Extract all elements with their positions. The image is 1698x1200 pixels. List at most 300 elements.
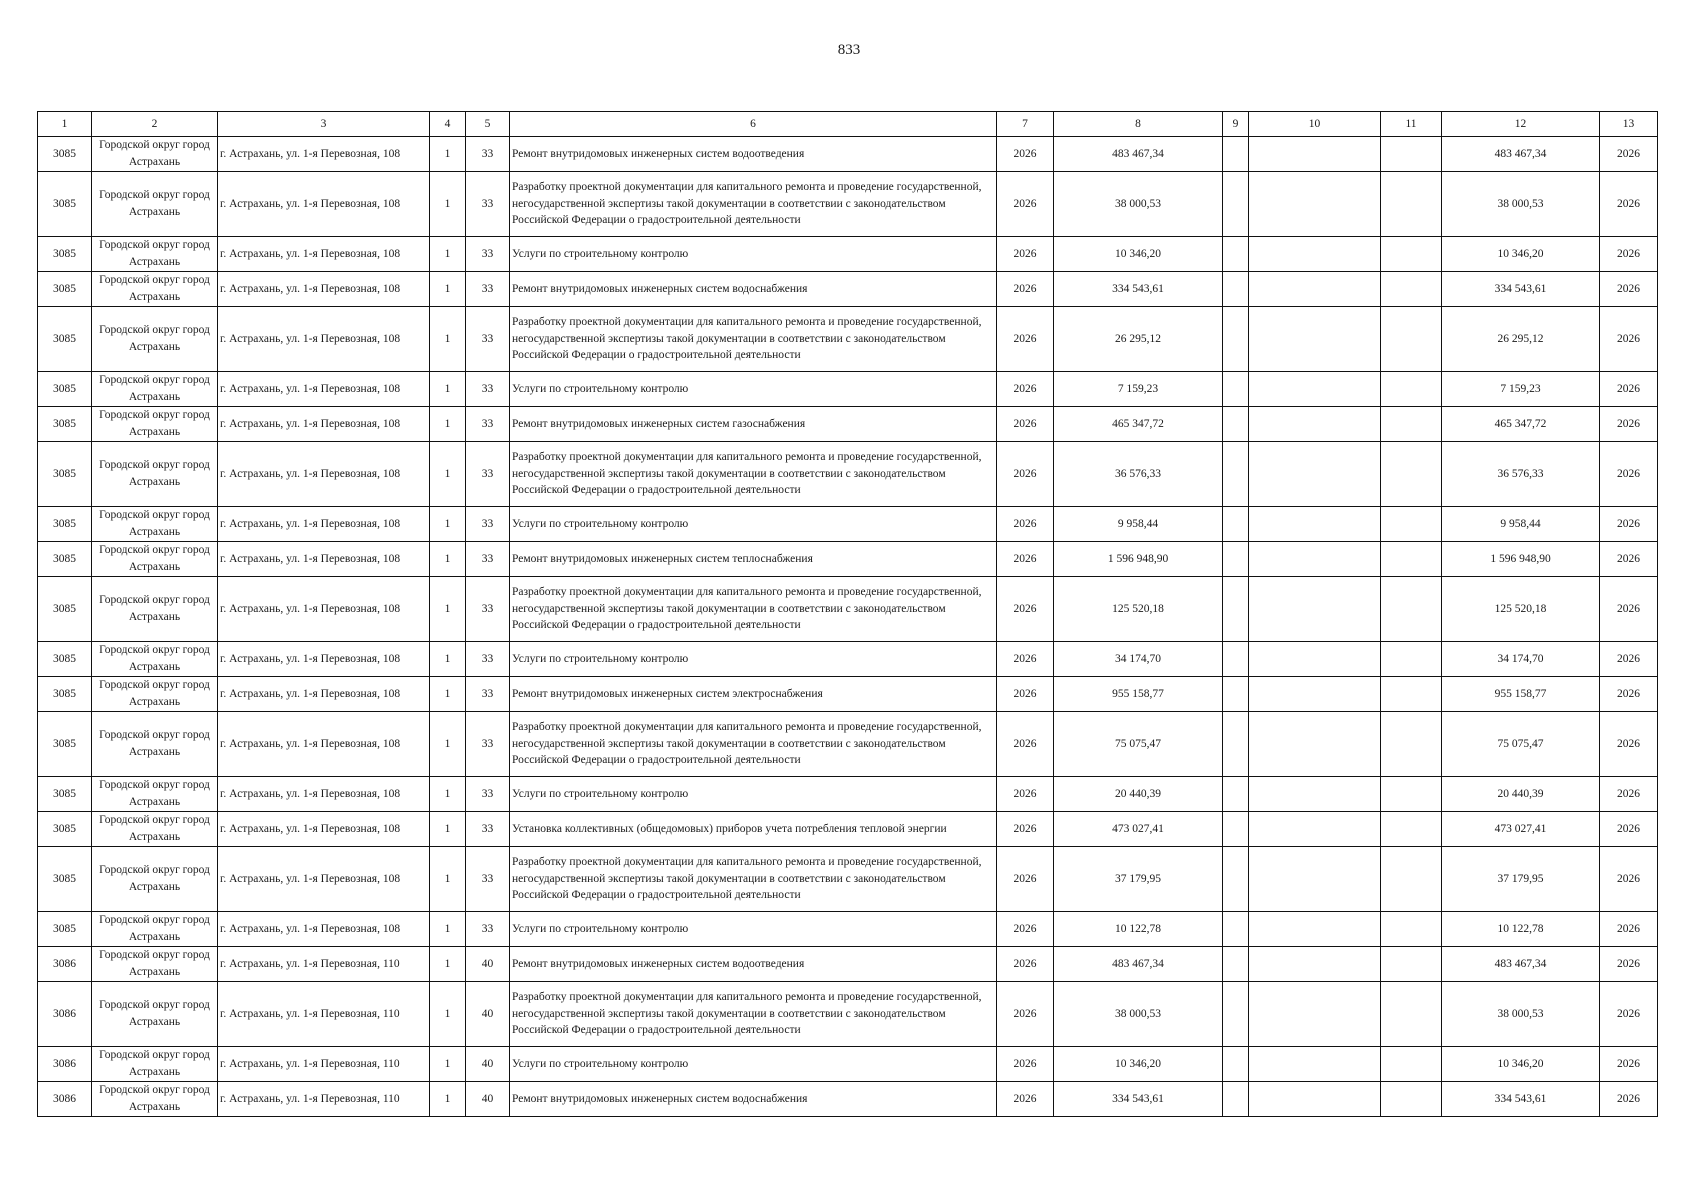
cell-address: г. Астрахань, ул. 1-я Перевозная, 108 (218, 812, 430, 847)
cell-completion-year: 2026 (1600, 712, 1658, 777)
cell-col-11 (1381, 1082, 1442, 1117)
cell-col-11 (1381, 542, 1442, 577)
cell-year: 2026 (997, 407, 1054, 442)
cell-cost: 334 543,61 (1054, 272, 1223, 307)
cell-address: г. Астрахань, ул. 1-я Перевозная, 108 (218, 777, 430, 812)
cell-col-4: 1 (430, 272, 466, 307)
cell-work-type: Услуги по строительному контролю (510, 777, 997, 812)
cell-address: г. Астрахань, ул. 1-я Перевозная, 108 (218, 642, 430, 677)
cell-col-9 (1223, 372, 1249, 407)
cell-col-11 (1381, 372, 1442, 407)
cell-cost: 10 122,78 (1054, 912, 1223, 947)
cell-object-id: 3085 (38, 777, 92, 812)
cell-cost: 465 347,72 (1054, 407, 1223, 442)
cell-work-type: Ремонт внутридомовых инженерных систем газоснабжения (510, 407, 997, 442)
cell-address: г. Астрахань, ул. 1-я Перевозная, 108 (218, 272, 430, 307)
cell-year: 2026 (997, 507, 1054, 542)
cell-col-11 (1381, 272, 1442, 307)
cell-col-9 (1223, 237, 1249, 272)
cell-col-4: 1 (430, 642, 466, 677)
table-row (38, 982, 1658, 1047)
cell-col-4: 1 (430, 407, 466, 442)
cell-year: 2026 (997, 137, 1054, 172)
cell-col-5: 33 (466, 542, 510, 577)
cell-year: 2026 (997, 442, 1054, 507)
cell-municipality: Городской округ город Астрахань (92, 912, 218, 947)
cell-col-9 (1223, 1082, 1249, 1117)
cell-completion-year: 2026 (1600, 1082, 1658, 1117)
cell-col-11 (1381, 912, 1442, 947)
table-row (38, 137, 1658, 172)
cell-year: 2026 (997, 577, 1054, 642)
cell-work-type: Разработку проектной документации для капитального ремонта и проведение государственной, негосударственной экспертизы такой документации в соответствии с законодательством Российской Федерации о градостроительной деятельности (510, 577, 997, 642)
cell-col-11 (1381, 712, 1442, 777)
cell-col-10 (1249, 442, 1381, 507)
cell-work-type: Услуги по строительному контролю (510, 642, 997, 677)
cell-total-cost: 9 958,44 (1442, 507, 1600, 542)
cell-col-5: 33 (466, 507, 510, 542)
cell-completion-year: 2026 (1600, 372, 1658, 407)
column-header-4: 4 (430, 112, 466, 137)
column-header-6: 6 (510, 112, 997, 137)
cell-total-cost: 10 346,20 (1442, 1047, 1600, 1082)
cell-col-10 (1249, 507, 1381, 542)
cell-cost: 37 179,95 (1054, 847, 1223, 912)
cell-col-5: 33 (466, 812, 510, 847)
cell-col-11 (1381, 982, 1442, 1047)
table-row (38, 1082, 1658, 1117)
cell-col-5: 33 (466, 442, 510, 507)
cell-year: 2026 (997, 847, 1054, 912)
cell-col-10 (1249, 577, 1381, 642)
cell-col-5: 40 (466, 947, 510, 982)
cell-completion-year: 2026 (1600, 272, 1658, 307)
cell-total-cost: 955 158,77 (1442, 677, 1600, 712)
cell-col-4: 1 (430, 442, 466, 507)
cell-col-4: 1 (430, 237, 466, 272)
cell-completion-year: 2026 (1600, 407, 1658, 442)
cell-year: 2026 (997, 272, 1054, 307)
cell-col-4: 1 (430, 1047, 466, 1082)
cell-cost: 334 543,61 (1054, 1082, 1223, 1117)
cell-col-5: 33 (466, 307, 510, 372)
cell-work-type: Ремонт внутридомовых инженерных систем водоснабжения (510, 272, 997, 307)
cell-col-10 (1249, 982, 1381, 1047)
cell-total-cost: 7 159,23 (1442, 372, 1600, 407)
cell-col-10 (1249, 172, 1381, 237)
column-header-5: 5 (466, 112, 510, 137)
cell-address: г. Астрахань, ул. 1-я Перевозная, 108 (218, 137, 430, 172)
cell-work-type: Установка коллективных (общедомовых) приборов учета потребления тепловой энергии (510, 812, 997, 847)
cell-col-10 (1249, 812, 1381, 847)
cell-municipality: Городской округ город Астрахань (92, 137, 218, 172)
cell-cost: 483 467,34 (1054, 137, 1223, 172)
cell-object-id: 3085 (38, 507, 92, 542)
cell-col-9 (1223, 947, 1249, 982)
cell-completion-year: 2026 (1600, 777, 1658, 812)
cell-year: 2026 (997, 542, 1054, 577)
cell-col-5: 40 (466, 982, 510, 1047)
cell-col-9 (1223, 507, 1249, 542)
cell-object-id: 3085 (38, 372, 92, 407)
table-row (38, 812, 1658, 847)
column-header-1: 1 (38, 112, 92, 137)
cell-col-9 (1223, 407, 1249, 442)
cell-completion-year: 2026 (1600, 542, 1658, 577)
cell-total-cost: 34 174,70 (1442, 642, 1600, 677)
cell-work-type: Ремонт внутридомовых инженерных систем водоотведения (510, 947, 997, 982)
cell-col-9 (1223, 812, 1249, 847)
table-row (38, 542, 1658, 577)
cell-work-type: Ремонт внутридомовых инженерных систем водоснабжения (510, 1082, 997, 1117)
cell-col-9 (1223, 172, 1249, 237)
cell-total-cost: 334 543,61 (1442, 1082, 1600, 1117)
cell-year: 2026 (997, 712, 1054, 777)
cell-col-10 (1249, 712, 1381, 777)
cell-object-id: 3086 (38, 982, 92, 1047)
cell-col-4: 1 (430, 677, 466, 712)
cell-completion-year: 2026 (1600, 307, 1658, 372)
cell-col-9 (1223, 1047, 1249, 1082)
cell-completion-year: 2026 (1600, 982, 1658, 1047)
cell-address: г. Астрахань, ул. 1-я Перевозная, 108 (218, 847, 430, 912)
column-header-2: 2 (92, 112, 218, 137)
cell-work-type: Ремонт внутридомовых инженерных систем водоотведения (510, 137, 997, 172)
cell-address: г. Астрахань, ул. 1-я Перевозная, 108 (218, 912, 430, 947)
cell-object-id: 3085 (38, 642, 92, 677)
cell-work-type: Услуги по строительному контролю (510, 1047, 997, 1082)
table-row (38, 912, 1658, 947)
cell-col-9 (1223, 982, 1249, 1047)
table-row (38, 677, 1658, 712)
table-row (38, 372, 1658, 407)
cell-col-5: 33 (466, 677, 510, 712)
cell-total-cost: 483 467,34 (1442, 137, 1600, 172)
cell-cost: 38 000,53 (1054, 982, 1223, 1047)
cell-col-4: 1 (430, 712, 466, 777)
cell-municipality: Городской округ город Астрахань (92, 847, 218, 912)
cell-cost: 125 520,18 (1054, 577, 1223, 642)
table-row (38, 777, 1658, 812)
cell-col-4: 1 (430, 812, 466, 847)
cell-col-10 (1249, 1047, 1381, 1082)
table-row (38, 307, 1658, 372)
cell-total-cost: 10 122,78 (1442, 912, 1600, 947)
cell-object-id: 3085 (38, 542, 92, 577)
cell-total-cost: 37 179,95 (1442, 847, 1600, 912)
cell-col-4: 1 (430, 307, 466, 372)
cell-address: г. Астрахань, ул. 1-я Перевозная, 108 (218, 507, 430, 542)
cell-object-id: 3085 (38, 407, 92, 442)
cell-col-9 (1223, 442, 1249, 507)
column-header-7: 7 (997, 112, 1054, 137)
cell-col-4: 1 (430, 777, 466, 812)
cell-total-cost: 10 346,20 (1442, 237, 1600, 272)
cell-year: 2026 (997, 677, 1054, 712)
header-row (38, 112, 1658, 137)
cell-cost: 1 596 948,90 (1054, 542, 1223, 577)
cell-cost: 7 159,23 (1054, 372, 1223, 407)
cell-municipality: Городской округ город Астрахань (92, 442, 218, 507)
cell-address: г. Астрахань, ул. 1-я Перевозная, 108 (218, 577, 430, 642)
cell-col-11 (1381, 642, 1442, 677)
cell-col-5: 33 (466, 372, 510, 407)
cell-completion-year: 2026 (1600, 947, 1658, 982)
cell-object-id: 3085 (38, 847, 92, 912)
cell-col-5: 33 (466, 137, 510, 172)
cell-completion-year: 2026 (1600, 1047, 1658, 1082)
cell-col-4: 1 (430, 372, 466, 407)
cell-col-9 (1223, 847, 1249, 912)
cell-cost: 10 346,20 (1054, 237, 1223, 272)
cell-col-11 (1381, 1047, 1442, 1082)
cell-address: г. Астрахань, ул. 1-я Перевозная, 108 (218, 307, 430, 372)
cell-year: 2026 (997, 777, 1054, 812)
cell-work-type: Ремонт внутридомовых инженерных систем теплоснабжения (510, 542, 997, 577)
cell-address: г. Астрахань, ул. 1-я Перевозная, 108 (218, 712, 430, 777)
cell-completion-year: 2026 (1600, 507, 1658, 542)
cell-col-5: 33 (466, 407, 510, 442)
cell-work-type: Услуги по строительному контролю (510, 237, 997, 272)
cell-col-4: 1 (430, 577, 466, 642)
cell-municipality: Городской округ город Астрахань (92, 812, 218, 847)
cell-address: г. Астрахань, ул. 1-я Перевозная, 108 (218, 172, 430, 237)
cell-municipality: Городской округ город Астрахань (92, 777, 218, 812)
cell-total-cost: 1 596 948,90 (1442, 542, 1600, 577)
cell-col-5: 40 (466, 1082, 510, 1117)
cell-completion-year: 2026 (1600, 577, 1658, 642)
cell-municipality: Городской округ город Астрахань (92, 372, 218, 407)
cell-col-10 (1249, 1082, 1381, 1117)
cell-col-5: 33 (466, 912, 510, 947)
cell-col-10 (1249, 847, 1381, 912)
cell-work-type: Услуги по строительному контролю (510, 912, 997, 947)
cell-completion-year: 2026 (1600, 642, 1658, 677)
cell-col-4: 1 (430, 542, 466, 577)
table-row (38, 407, 1658, 442)
cell-cost: 34 174,70 (1054, 642, 1223, 677)
cell-col-11 (1381, 407, 1442, 442)
cell-col-5: 33 (466, 777, 510, 812)
cell-object-id: 3086 (38, 947, 92, 982)
cell-year: 2026 (997, 642, 1054, 677)
cell-object-id: 3085 (38, 137, 92, 172)
cell-address: г. Астрахань, ул. 1-я Перевозная, 108 (218, 237, 430, 272)
column-header-12: 12 (1442, 112, 1600, 137)
cell-year: 2026 (997, 947, 1054, 982)
cell-col-11 (1381, 237, 1442, 272)
cell-total-cost: 36 576,33 (1442, 442, 1600, 507)
cell-col-9 (1223, 542, 1249, 577)
cell-col-4: 1 (430, 912, 466, 947)
cell-col-11 (1381, 307, 1442, 372)
cell-object-id: 3085 (38, 577, 92, 642)
cell-col-10 (1249, 542, 1381, 577)
cell-municipality: Городской округ город Астрахань (92, 712, 218, 777)
cell-object-id: 3085 (38, 272, 92, 307)
cell-cost: 473 027,41 (1054, 812, 1223, 847)
cell-completion-year: 2026 (1600, 442, 1658, 507)
cell-cost: 20 440,39 (1054, 777, 1223, 812)
cell-completion-year: 2026 (1600, 912, 1658, 947)
cell-col-10 (1249, 237, 1381, 272)
cell-object-id: 3085 (38, 677, 92, 712)
cell-total-cost: 20 440,39 (1442, 777, 1600, 812)
cell-cost: 26 295,12 (1054, 307, 1223, 372)
cell-col-5: 33 (466, 642, 510, 677)
cell-total-cost: 26 295,12 (1442, 307, 1600, 372)
cell-total-cost: 38 000,53 (1442, 172, 1600, 237)
table-row (38, 712, 1658, 777)
cell-col-10 (1249, 777, 1381, 812)
cell-year: 2026 (997, 812, 1054, 847)
cell-col-10 (1249, 642, 1381, 677)
cell-municipality: Городской округ город Астрахань (92, 172, 218, 237)
cell-municipality: Городской округ город Астрахань (92, 947, 218, 982)
cell-col-4: 1 (430, 1082, 466, 1117)
cell-completion-year: 2026 (1600, 237, 1658, 272)
cell-cost: 483 467,34 (1054, 947, 1223, 982)
cell-object-id: 3085 (38, 172, 92, 237)
cell-object-id: 3085 (38, 812, 92, 847)
table-body (38, 137, 1658, 1117)
cell-object-id: 3085 (38, 442, 92, 507)
cell-col-11 (1381, 577, 1442, 642)
cell-municipality: Городской округ город Астрахань (92, 677, 218, 712)
cell-col-4: 1 (430, 847, 466, 912)
cell-work-type: Разработку проектной документации для капитального ремонта и проведение государственной, негосударственной экспертизы такой документации в соответствии с законодательством Российской Федерации о градостроительной деятельности (510, 172, 997, 237)
cell-work-type: Разработку проектной документации для капитального ремонта и проведение государственной, негосударственной экспертизы такой документации в соответствии с законодательством Российской Федерации о градостроительной деятельности (510, 712, 997, 777)
cell-total-cost: 75 075,47 (1442, 712, 1600, 777)
cell-municipality: Городской округ город Астрахань (92, 642, 218, 677)
cell-col-4: 1 (430, 172, 466, 237)
table-row (38, 507, 1658, 542)
cell-total-cost: 465 347,72 (1442, 407, 1600, 442)
cell-col-11 (1381, 172, 1442, 237)
cell-col-10 (1249, 137, 1381, 172)
cell-col-5: 33 (466, 712, 510, 777)
cell-col-4: 1 (430, 507, 466, 542)
cell-work-type: Услуги по строительному контролю (510, 372, 997, 407)
cell-object-id: 3085 (38, 712, 92, 777)
cell-address: г. Астрахань, ул. 1-я Перевозная, 108 (218, 677, 430, 712)
cell-municipality: Городской округ город Астрахань (92, 1047, 218, 1082)
cell-cost: 955 158,77 (1054, 677, 1223, 712)
cell-year: 2026 (997, 172, 1054, 237)
cell-object-id: 3086 (38, 1082, 92, 1117)
cell-total-cost: 483 467,34 (1442, 947, 1600, 982)
cell-address: г. Астрахань, ул. 1-я Перевозная, 108 (218, 442, 430, 507)
column-header-13: 13 (1600, 112, 1658, 137)
cell-completion-year: 2026 (1600, 812, 1658, 847)
cell-work-type: Ремонт внутридомовых инженерных систем электроснабжения (510, 677, 997, 712)
cell-work-type: Разработку проектной документации для капитального ремонта и проведение государственной, негосударственной экспертизы такой документации в соответствии с законодательством Российской Федерации о градостроительной деятельности (510, 847, 997, 912)
cell-col-9 (1223, 712, 1249, 777)
cell-year: 2026 (997, 307, 1054, 372)
cell-cost: 38 000,53 (1054, 172, 1223, 237)
cell-municipality: Городской округ город Астрахань (92, 542, 218, 577)
cell-total-cost: 38 000,53 (1442, 982, 1600, 1047)
cell-year: 2026 (997, 1047, 1054, 1082)
cell-work-type: Разработку проектной документации для капитального ремонта и проведение государственной, негосударственной экспертизы такой документации в соответствии с законодательством Российской Федерации о градостроительной деятельности (510, 982, 997, 1047)
cell-col-10 (1249, 272, 1381, 307)
cell-col-9 (1223, 577, 1249, 642)
cell-municipality: Городской округ город Астрахань (92, 577, 218, 642)
table-row (38, 237, 1658, 272)
cell-col-9 (1223, 137, 1249, 172)
column-header-11: 11 (1381, 112, 1442, 137)
cell-cost: 9 958,44 (1054, 507, 1223, 542)
column-header-9: 9 (1223, 112, 1249, 137)
cell-total-cost: 125 520,18 (1442, 577, 1600, 642)
cell-col-10 (1249, 947, 1381, 982)
repair-register-table (37, 111, 1658, 1117)
table-row (38, 577, 1658, 642)
cell-col-11 (1381, 777, 1442, 812)
cell-municipality: Городской округ город Астрахань (92, 307, 218, 372)
cell-address: г. Астрахань, ул. 1-я Перевозная, 108 (218, 407, 430, 442)
cell-col-10 (1249, 912, 1381, 947)
cell-col-11 (1381, 442, 1442, 507)
cell-col-9 (1223, 777, 1249, 812)
cell-completion-year: 2026 (1600, 847, 1658, 912)
cell-address: г. Астрахань, ул. 1-я Перевозная, 108 (218, 372, 430, 407)
cell-municipality: Городской округ город Астрахань (92, 272, 218, 307)
cell-municipality: Городской округ город Астрахань (92, 507, 218, 542)
cell-col-11 (1381, 137, 1442, 172)
cell-col-10 (1249, 372, 1381, 407)
cell-work-type: Услуги по строительному контролю (510, 507, 997, 542)
cell-col-10 (1249, 677, 1381, 712)
cell-col-10 (1249, 307, 1381, 372)
cell-col-9 (1223, 912, 1249, 947)
page-number: 833 (837, 42, 861, 58)
cell-object-id: 3085 (38, 307, 92, 372)
cell-municipality: Городской округ город Астрахань (92, 1082, 218, 1117)
cell-col-11 (1381, 947, 1442, 982)
cell-total-cost: 334 543,61 (1442, 272, 1600, 307)
cell-col-5: 33 (466, 577, 510, 642)
cell-address: г. Астрахань, ул. 1-я Перевозная, 108 (218, 542, 430, 577)
cell-cost: 10 346,20 (1054, 1047, 1223, 1082)
column-header-10: 10 (1249, 112, 1381, 137)
cell-year: 2026 (997, 982, 1054, 1047)
cell-col-4: 1 (430, 947, 466, 982)
cell-municipality: Городской округ город Астрахань (92, 982, 218, 1047)
table-row (38, 442, 1658, 507)
column-header-8: 8 (1054, 112, 1223, 137)
cell-col-9 (1223, 307, 1249, 372)
cell-col-5: 40 (466, 1047, 510, 1082)
column-header-3: 3 (218, 112, 430, 137)
cell-year: 2026 (997, 237, 1054, 272)
cell-col-11 (1381, 847, 1442, 912)
cell-col-5: 33 (466, 272, 510, 307)
cell-total-cost: 473 027,41 (1442, 812, 1600, 847)
table-header (38, 112, 1658, 137)
cell-cost: 36 576,33 (1054, 442, 1223, 507)
table-row (38, 272, 1658, 307)
cell-municipality: Городской округ город Астрахань (92, 407, 218, 442)
cell-col-9 (1223, 272, 1249, 307)
table-row (38, 947, 1658, 982)
cell-col-11 (1381, 507, 1442, 542)
cell-col-5: 33 (466, 847, 510, 912)
cell-col-11 (1381, 677, 1442, 712)
cell-object-id: 3086 (38, 1047, 92, 1082)
cell-year: 2026 (997, 1082, 1054, 1117)
cell-col-9 (1223, 642, 1249, 677)
